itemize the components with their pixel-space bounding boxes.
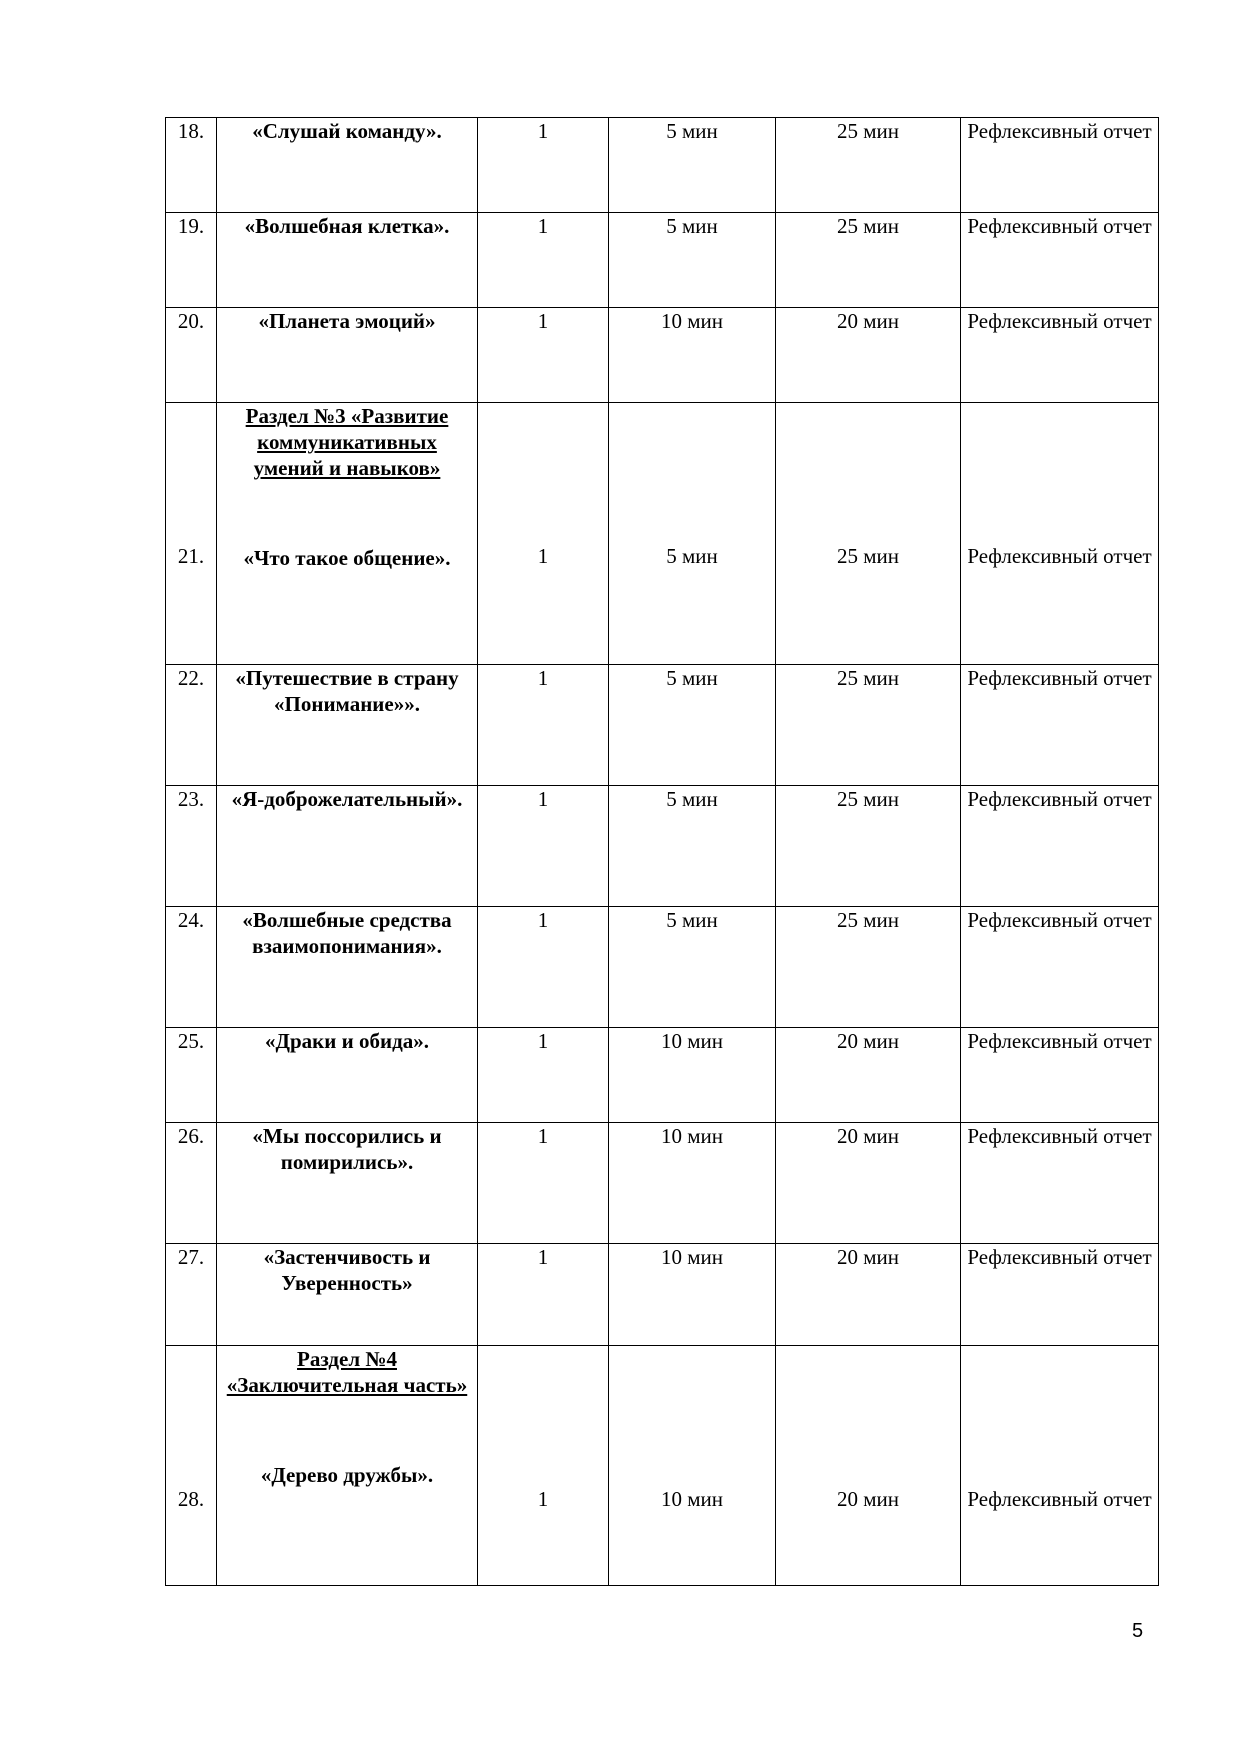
table-row (166, 118, 1159, 213)
lesson-title: «Слушай команду». (217, 118, 478, 213)
lesson-title: «Дерево дружбы». (260, 1463, 434, 1487)
control-form: Рефлексивный отчет (961, 1028, 1159, 1123)
practice-time: 25 мин (776, 213, 961, 308)
theory-time: 5 мин (609, 118, 776, 213)
practice-time: 20 мин (776, 1123, 961, 1244)
lesson-title-cell (217, 1346, 478, 1586)
row-number: 22. (166, 665, 217, 786)
row-number: 20. (166, 308, 217, 403)
control-form: Рефлексивный отчет (961, 1123, 1159, 1244)
row-number: 24. (166, 907, 217, 1028)
theory-time: 10 мин (609, 1346, 776, 1586)
control-form: Рефлексивный отчет (961, 1346, 1159, 1586)
theory-time: 5 мин (609, 403, 776, 665)
theory-time: 5 мин (609, 213, 776, 308)
table-row (166, 907, 1159, 1028)
lesson-title: «Волшебные средства взаимопонимания». (217, 907, 478, 1028)
page-number: 5 (1132, 1620, 1144, 1642)
theory-time: 10 мин (609, 308, 776, 403)
theory-time: 10 мин (609, 1028, 776, 1123)
lesson-count: 1 (478, 907, 609, 1028)
lesson-title-cell (217, 403, 478, 665)
theory-time: 10 мин (609, 1123, 776, 1244)
table-row (166, 308, 1159, 403)
row-number: 19. (166, 213, 217, 308)
row-number: 21. (166, 403, 217, 665)
lesson-count: 1 (478, 1244, 609, 1346)
table-row (166, 1028, 1159, 1123)
section-heading: Раздел №4 «Заключительная часть» (226, 1347, 468, 1397)
theory-time: 5 мин (609, 907, 776, 1028)
lesson-title: «Волшебная клетка». (217, 213, 478, 308)
practice-time: 25 мин (776, 403, 961, 665)
practice-time: 20 мин (776, 308, 961, 403)
lesson-title: «Драки и обида». (217, 1028, 478, 1123)
theory-time: 5 мин (609, 786, 776, 907)
table-row (166, 1346, 1159, 1586)
theory-time: 5 мин (609, 665, 776, 786)
table-row (166, 665, 1159, 786)
lesson-title: «Застенчивость и Уверенность» (217, 1244, 478, 1346)
lesson-count: 1 (478, 1346, 609, 1586)
control-form: Рефлексивный отчет (961, 213, 1159, 308)
lesson-count: 1 (478, 786, 609, 907)
lesson-title: «Планета эмоций» (217, 308, 478, 403)
section-heading: Раздел №3 «Развитие коммуникативных умений и навыков» (245, 404, 449, 480)
control-form: Рефлексивный отчет (961, 308, 1159, 403)
practice-time: 25 мин (776, 786, 961, 907)
lesson-count: 1 (478, 1028, 609, 1123)
lesson-count: 1 (478, 1123, 609, 1244)
lesson-count: 1 (478, 213, 609, 308)
table-row (166, 1123, 1159, 1244)
lesson-title: «Путешествие в страну «Понимание»». (217, 665, 478, 786)
row-number: 27. (166, 1244, 217, 1346)
row-number: 28. (166, 1346, 217, 1586)
theory-time: 10 мин (609, 1244, 776, 1346)
practice-time: 20 мин (776, 1346, 961, 1586)
lesson-count: 1 (478, 308, 609, 403)
lesson-plan-table (165, 117, 1159, 1586)
practice-time: 20 мин (776, 1244, 961, 1346)
row-number: 26. (166, 1123, 217, 1244)
practice-time: 25 мин (776, 907, 961, 1028)
lesson-title: «Мы поссорились и помирились». (217, 1123, 478, 1244)
control-form: Рефлексивный отчет (961, 786, 1159, 907)
practice-time: 25 мин (776, 118, 961, 213)
practice-time: 25 мин (776, 665, 961, 786)
lesson-count: 1 (478, 118, 609, 213)
control-form: Рефлексивный отчет (961, 907, 1159, 1028)
lesson-count: 1 (478, 403, 609, 665)
control-form: Рефлексивный отчет (961, 403, 1159, 665)
practice-time: 20 мин (776, 1028, 961, 1123)
table-row (166, 786, 1159, 907)
row-number: 25. (166, 1028, 217, 1123)
control-form: Рефлексивный отчет (961, 665, 1159, 786)
lesson-title: «Я-доброжелательный». (217, 786, 478, 907)
lesson-count: 1 (478, 665, 609, 786)
row-number: 23. (166, 786, 217, 907)
table-row (166, 1244, 1159, 1346)
lesson-title: «Что такое общение». (243, 546, 451, 570)
control-form: Рефлексивный отчет (961, 1244, 1159, 1346)
row-number: 18. (166, 118, 217, 213)
table-row (166, 403, 1159, 665)
table-row (166, 213, 1159, 308)
control-form: Рефлексивный отчет (961, 118, 1159, 213)
